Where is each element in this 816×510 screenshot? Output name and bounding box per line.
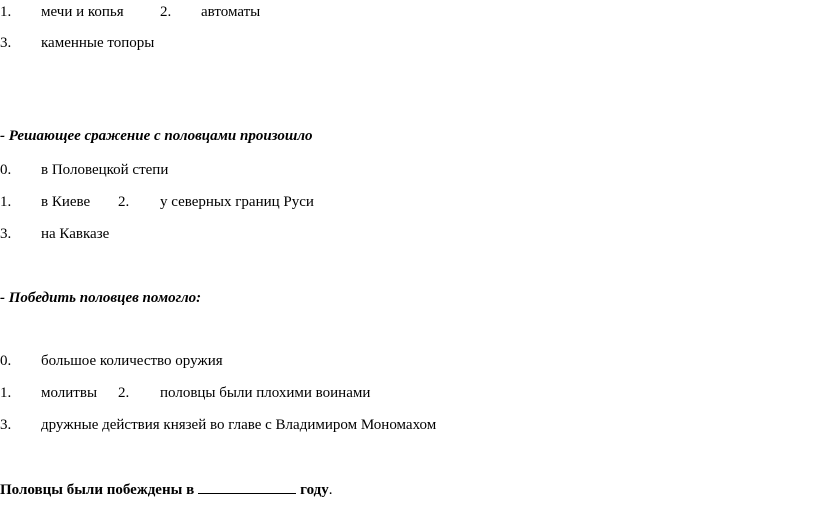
option-number: 1.: [0, 194, 12, 210]
option-text: каменные топоры: [41, 35, 155, 51]
option-text: половцы были плохими воинами: [160, 385, 371, 401]
option-text: молитвы: [41, 385, 98, 401]
option-number: 3.: [0, 417, 12, 433]
option-number: 1.: [0, 4, 12, 20]
option-number: 2.: [118, 194, 130, 210]
question-heading: - Победить половцев помогло:: [0, 290, 202, 306]
option-text: автоматы: [201, 4, 261, 20]
fill-in-period: .: [328, 482, 333, 498]
option-number: 0.: [0, 353, 12, 369]
option-number: 1.: [0, 385, 12, 401]
fill-in-text-after: году: [300, 482, 329, 498]
option-text: на Кавказе: [41, 226, 110, 242]
option-number: 2.: [118, 385, 130, 401]
fill-in-sentence: [0, 480, 333, 500]
answer-blank[interactable]: [198, 480, 296, 494]
option-text: большое количество оружия: [41, 353, 223, 369]
option-text: у северных границ Руси: [160, 194, 314, 210]
option-text: в Половецкой степи: [41, 162, 169, 178]
fill-in-text-before: Половцы были побеждены в: [0, 482, 195, 498]
option-text: в Киеве: [41, 194, 91, 210]
option-number: 0.: [0, 162, 12, 178]
option-number: 2.: [160, 4, 172, 20]
question-heading: - Решающее сражение с половцами произошло: [0, 128, 313, 144]
option-number: 3.: [0, 226, 12, 242]
option-number: 3.: [0, 35, 12, 51]
option-text: дружные действия князей во главе с Владимиром Мономахом: [41, 417, 437, 433]
option-text: мечи и копья: [41, 4, 124, 20]
